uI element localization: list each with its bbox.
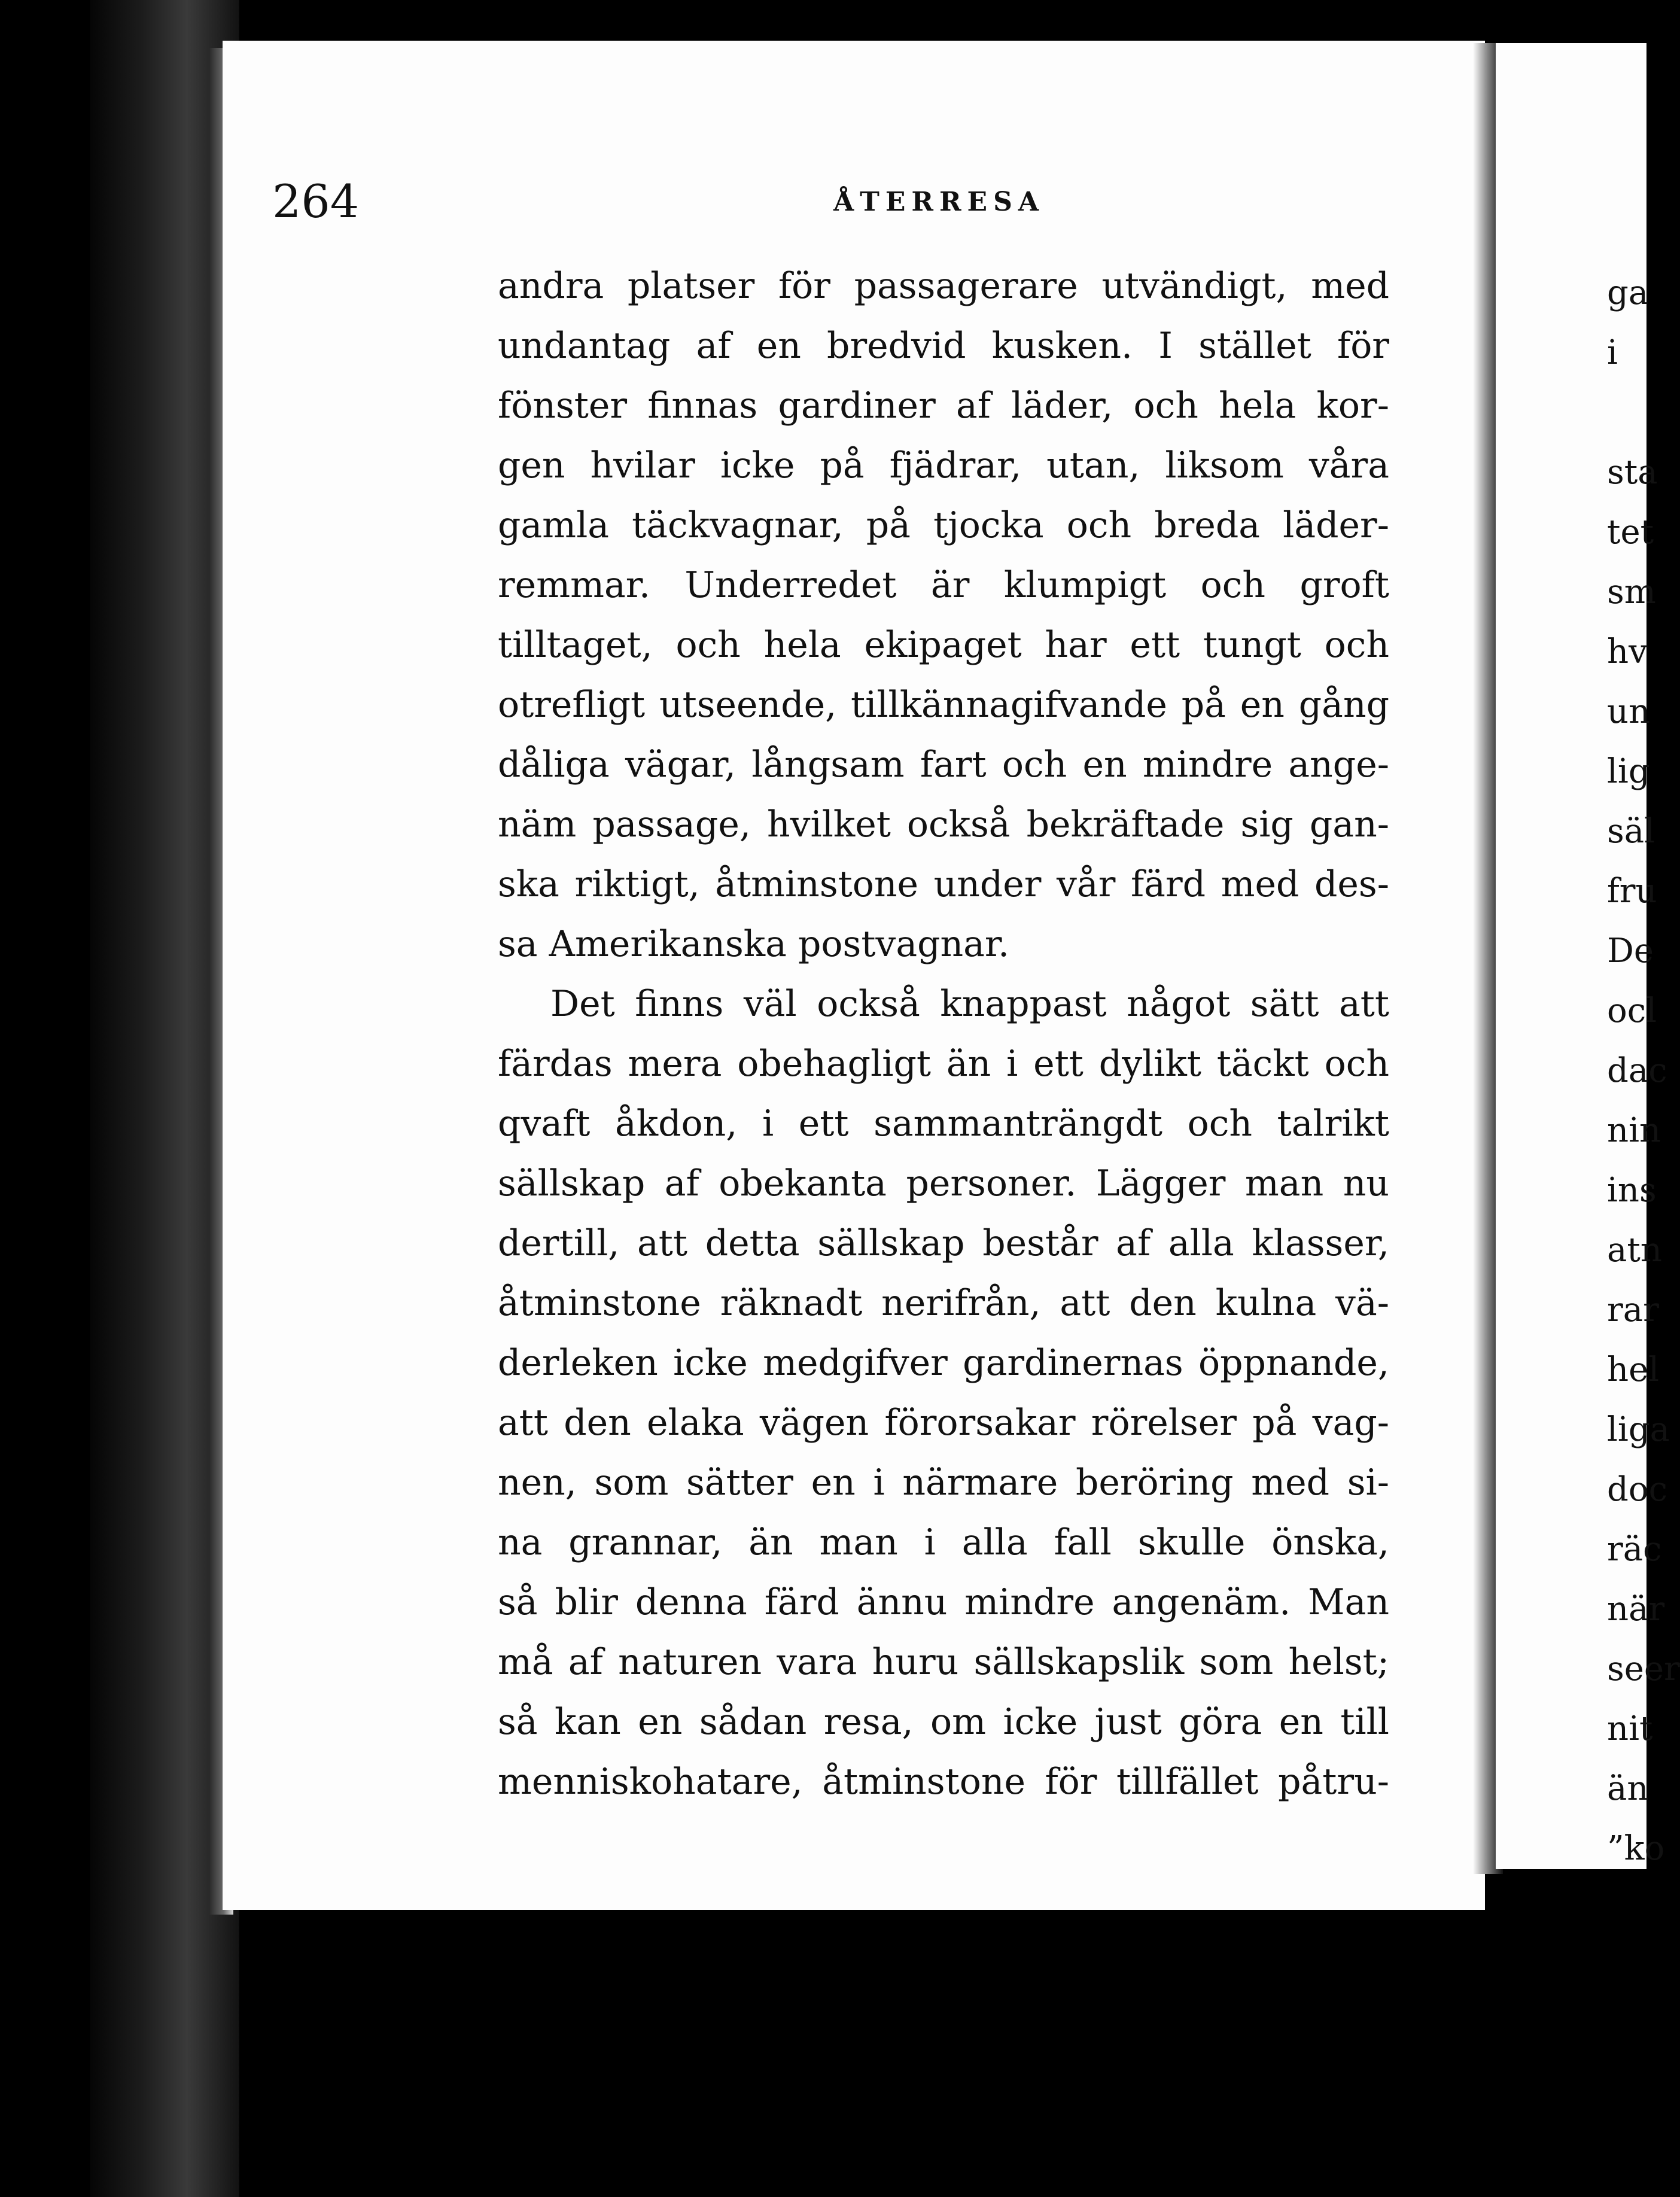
text-line: så blir denna färd ännu mindre angenäm. Man bbox=[498, 1581, 1389, 1623]
text-line: åtminstone räknadt nerifrån, att den kulna vä- bbox=[498, 1282, 1389, 1324]
facing-text-fragment: hv bbox=[1607, 632, 1648, 671]
facing-text-fragment: när bbox=[1607, 1590, 1665, 1629]
facing-text-fragment bbox=[1607, 383, 1646, 443]
text-line: fönster finnas gardiner af läder, och hela kor- bbox=[498, 385, 1389, 427]
facing-text-fragment: lig bbox=[1607, 752, 1650, 791]
facing-text-fragment: atn bbox=[1607, 1231, 1662, 1270]
facing-text-fragment: liga bbox=[1607, 1410, 1670, 1449]
text-line: undantag af en bredvid kusken. I stället för bbox=[498, 325, 1389, 367]
text-line: sa Amerikanska postvagnar. bbox=[498, 923, 1010, 965]
text-line: nen, som sätter en i närmare beröring med si- bbox=[498, 1462, 1389, 1504]
page-number: 264 bbox=[272, 175, 360, 228]
facing-text-fragment: un bbox=[1607, 692, 1651, 731]
text-line: andra platser för passagerare utvändigt, med bbox=[498, 265, 1389, 307]
text-line: qvaft åkdon, i ett sammanträngdt och talrikt bbox=[498, 1103, 1389, 1145]
facing-text-fragment: sm bbox=[1607, 573, 1656, 611]
facing-text-fragment: doc bbox=[1607, 1470, 1667, 1509]
facing-text-fragment: räc bbox=[1607, 1530, 1662, 1569]
text-line: färdas mera obehagligt än i ett dylikt täckt och bbox=[498, 1043, 1389, 1085]
facing-text-fragment: ocl bbox=[1607, 991, 1657, 1030]
text-line: näm passage, hvilket också bekräftade sig gan- bbox=[498, 804, 1389, 845]
text-line: gamla täckvagnar, på tjocka och breda läder- bbox=[498, 504, 1389, 546]
text-line: må af naturen vara huru sällskapslik som helst; bbox=[498, 1641, 1389, 1683]
text-line: så kan en sådan resa, om icke just göra en till bbox=[498, 1701, 1389, 1743]
text-line: tilltaget, och hela ekipaget har ett tungt och bbox=[498, 624, 1389, 666]
facing-text-fragment: säl bbox=[1607, 812, 1655, 851]
facing-text-fragment: ”ko bbox=[1607, 1829, 1665, 1868]
page-header bbox=[272, 175, 1385, 235]
text-line: otrefligt utseende, tillkännagifvande på en gång bbox=[498, 684, 1389, 726]
text-line: menniskohatare, åtminstone för tillfället påtru- bbox=[498, 1761, 1389, 1803]
running-head: ÅTERRESA bbox=[833, 187, 1045, 217]
body-text bbox=[498, 256, 1389, 1812]
text-line: Det finns väl också knappast något sätt att bbox=[550, 983, 1389, 1025]
facing-text-fragment: nin bbox=[1607, 1111, 1661, 1150]
facing-text-fragment: hel bbox=[1607, 1350, 1660, 1389]
text-line: remmar. Underredet är klumpigt och groft bbox=[498, 564, 1389, 606]
facing-text-fragment: ins bbox=[1607, 1171, 1657, 1210]
text-line: gen hvilar icke på fjädrar, utan, liksom våra bbox=[498, 445, 1389, 486]
text-line: dåliga vägar, långsam fart och en mindre ange- bbox=[498, 744, 1389, 786]
text-line: na grannar, än man i alla fall skulle önska, bbox=[498, 1522, 1389, 1563]
facing-text-fragment: tet bbox=[1607, 513, 1654, 552]
text-line: ska riktigt, åtminstone under vår färd med des- bbox=[498, 863, 1389, 905]
facing-text-fragment: ga bbox=[1607, 273, 1649, 312]
facing-text-fragment: De bbox=[1607, 932, 1654, 970]
facing-text-fragment: rar bbox=[1607, 1291, 1659, 1329]
facing-text-fragment: dac bbox=[1607, 1051, 1667, 1090]
text-line: att den elaka vägen förorsakar rörelser på vag- bbox=[498, 1402, 1389, 1444]
facing-text-fragment: fru bbox=[1607, 872, 1657, 911]
text-line: dertill, att detta sällskap består af alla klasser, bbox=[498, 1222, 1389, 1264]
facing-page-text bbox=[1607, 263, 1680, 1879]
facing-text-fragment: nit bbox=[1607, 1709, 1653, 1748]
text-line: sällskap af obekanta personer. Lägger man nu bbox=[498, 1163, 1389, 1204]
facing-text-fragment: seer bbox=[1607, 1650, 1680, 1688]
text-line: derleken icke medgifver gardinernas öppnande, bbox=[498, 1342, 1389, 1384]
facing-text-fragment: sta bbox=[1607, 453, 1658, 492]
facing-text-fragment: än bbox=[1607, 1769, 1649, 1808]
facing-text-fragment: i bbox=[1607, 333, 1618, 372]
